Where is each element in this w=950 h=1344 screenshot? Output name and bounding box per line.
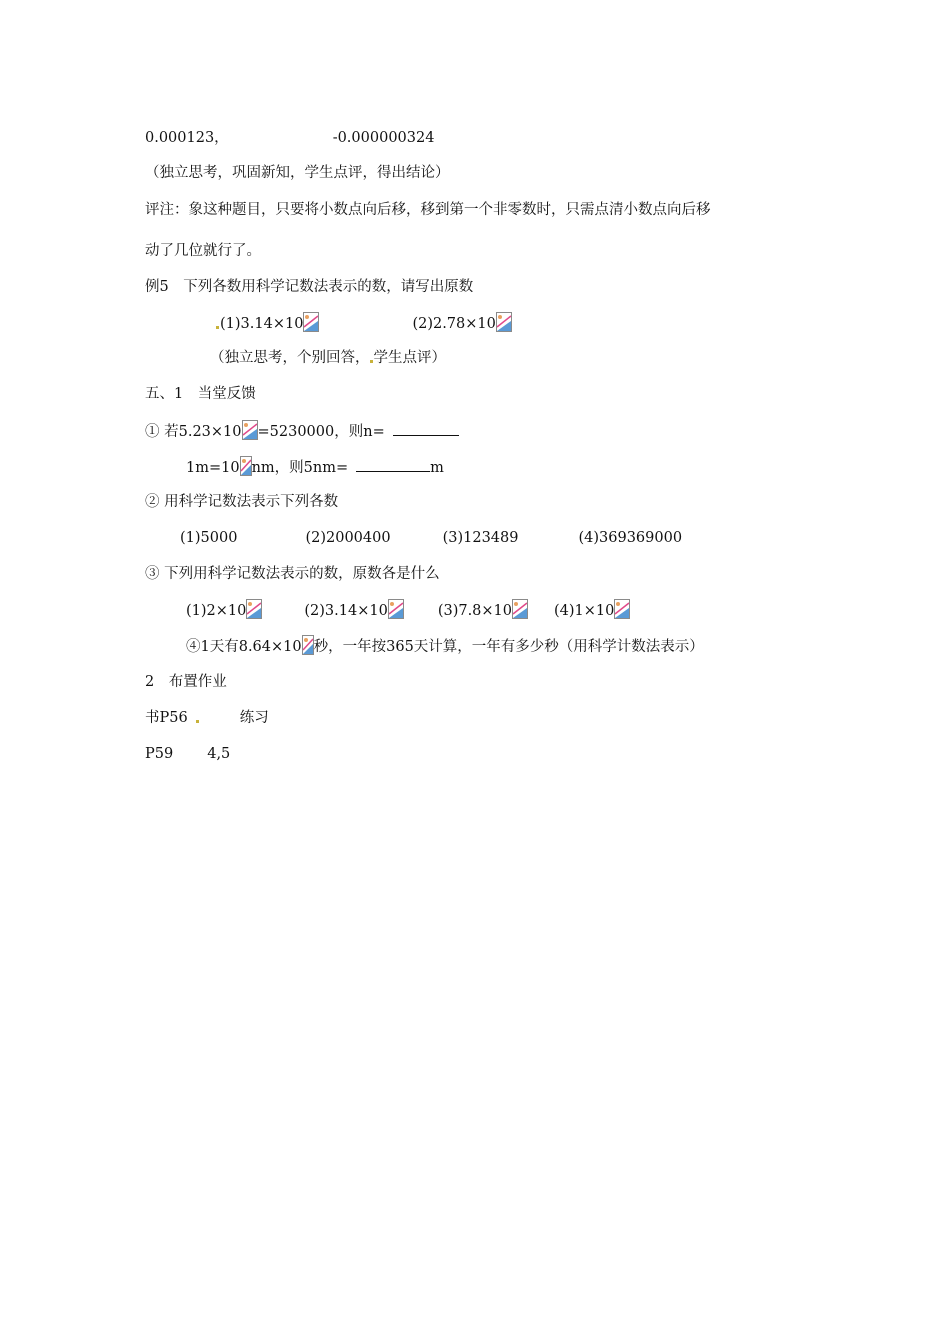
q1-part-b: =5230000，则n= bbox=[257, 424, 385, 440]
page-59: P59 bbox=[145, 746, 174, 762]
line-example-5: 例5 下列各数用科学记数法表示的数，请写出原数 bbox=[145, 279, 474, 295]
exponent-image-icon bbox=[614, 599, 630, 619]
line-comment-cont: 动了几位就行了。 bbox=[145, 243, 261, 259]
page-59-items: 4,5 bbox=[207, 746, 231, 762]
q2-item-2: (2)2000400 bbox=[305, 530, 391, 546]
decimal-b: -0.000000324 bbox=[332, 130, 435, 146]
line-book bbox=[145, 708, 269, 728]
q2-item-4: (4)369369000 bbox=[578, 530, 683, 546]
q3-item-4: (4)1×10 bbox=[554, 603, 615, 619]
exponent-image-icon bbox=[512, 599, 528, 619]
line-think-1: （独立思考，巩固新知，学生点评，得出结论） bbox=[145, 165, 450, 181]
book-page: 书P56 bbox=[145, 710, 188, 726]
exponent-image-icon bbox=[388, 599, 404, 619]
item-1: (1)3.14×10 bbox=[220, 316, 304, 332]
q2-item-3: (3)123489 bbox=[442, 530, 519, 546]
answer-blank[interactable] bbox=[356, 457, 430, 472]
exponent-image-icon bbox=[303, 312, 319, 332]
exponent-image-icon bbox=[242, 420, 258, 440]
q1-sub-part-a: 1m=10 bbox=[186, 460, 240, 476]
line-comment: 评注：象这种题目，只要将小数点向后移，移到第一个非零数时，只需点清小数点向后移 bbox=[145, 202, 711, 218]
exponent-image-icon bbox=[240, 456, 252, 476]
line-section-5: 五、1 当堂反馈 bbox=[145, 386, 256, 402]
line-q3-items bbox=[186, 599, 630, 621]
line-decimals bbox=[145, 128, 434, 148]
q2-item-1: (1)5000 bbox=[180, 530, 238, 546]
line-q3: ③ 下列用科学记数法表示的数，原数各是什么 bbox=[145, 566, 440, 582]
line-example-5-items bbox=[216, 312, 512, 334]
exponent-image-icon bbox=[246, 599, 262, 619]
line-q4 bbox=[186, 635, 704, 657]
q1-sub-unit: m bbox=[430, 460, 444, 476]
think-2-part-b: 学生点评） bbox=[373, 350, 446, 366]
q3-item-1: (1)2×10 bbox=[186, 603, 247, 619]
answer-blank[interactable] bbox=[393, 421, 459, 436]
dot-mark bbox=[216, 326, 219, 329]
line-page-59 bbox=[145, 744, 230, 764]
q1-part-a: ① 若5.23×10 bbox=[145, 424, 242, 440]
q3-item-3: (3)7.8×10 bbox=[437, 603, 513, 619]
q4-part-a: ④1天有8.64×10 bbox=[186, 639, 302, 655]
exponent-image-icon bbox=[302, 635, 314, 655]
q3-item-2: (2)3.14×10 bbox=[304, 603, 388, 619]
line-q1-sub bbox=[186, 456, 444, 478]
line-think-2 bbox=[210, 348, 446, 368]
line-homework: 2 布置作业 bbox=[145, 674, 227, 690]
line-q2: ② 用科学记数法表示下列各数 bbox=[145, 494, 339, 510]
book-exercise: 练习 bbox=[239, 710, 269, 726]
item-2: (2)2.78×10 bbox=[412, 316, 496, 332]
line-q2-items bbox=[180, 528, 682, 548]
think-2-part-a: （独立思考，个别回答， bbox=[210, 350, 370, 366]
dot-mark bbox=[370, 360, 373, 363]
q1-sub-part-b: nm，则5nm= bbox=[251, 460, 349, 476]
dot-mark bbox=[196, 720, 199, 723]
decimal-a: 0.000123， bbox=[145, 130, 229, 146]
exponent-image-icon bbox=[496, 312, 512, 332]
q4-part-b: 秒，一年按365天计算，一年有多少秒（用科学计数法表示） bbox=[313, 639, 704, 655]
line-q1 bbox=[145, 420, 459, 442]
